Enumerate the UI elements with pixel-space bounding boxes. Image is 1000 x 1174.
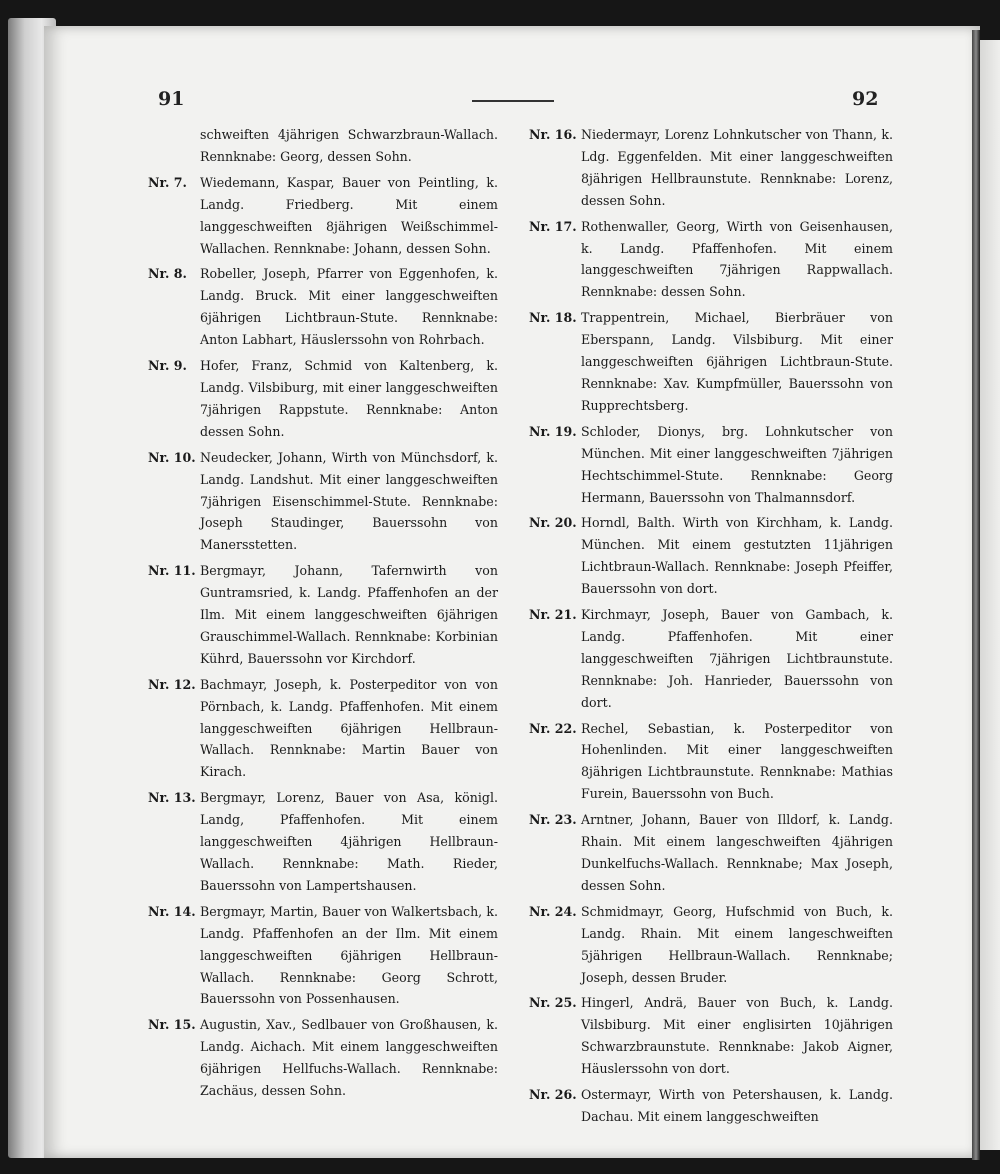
entry-number: Nr. 12.	[148, 676, 196, 692]
entry-number: Nr. 16.	[529, 127, 577, 142]
entry-nr-14	[148, 901, 498, 1011]
entry-text: Hofer, Franz, Schmid von Kaltenberg, k. Landg. Vilsbiburg, mit einer langgeschweiften 7jährigen Rappstute. Rennknabe: Anton dessen Sohn.	[200, 358, 498, 439]
entry-number: Nr. 15.	[148, 1017, 196, 1033]
next-page-edge	[980, 40, 1000, 1150]
entry-number: Nr. 25.	[529, 995, 577, 1011]
entry-number: Nr. 22.	[529, 720, 577, 736]
entry-number: Nr. 21.	[529, 607, 577, 623]
entry-text: Rothenwaller, Georg, Wirth von Geisenhausen, k. Landg. Pfaffenhofen. Mit einem langgeschweiften 7jährigen Rappwallach. Rennknabe: dessen Sohn.	[581, 218, 893, 300]
entry-nr-15	[148, 1014, 498, 1102]
entry-number: Nr. 11.	[148, 563, 196, 579]
entry-number: Nr. 13.	[148, 790, 196, 806]
entry-nr-21	[529, 604, 893, 714]
entry-text: Augustin, Xav., Sedlbauer von Großhausen, k. Landg. Aichach. Mit einem langgeschweiften 6jährigen Hellfuchs-Wallach. Rennknabe: Zachäus, dessen Sohn.	[200, 1017, 498, 1099]
entry-nr-11	[148, 560, 498, 670]
entry-text: Schloder, Dionys, brg. Lohnkutscher von München. Mit einer langgeschweiften 7jährigen Hechtschimmel-Stute. Rennknabe: Georg Hermann, Bauerssohn von Thalmannsdorf.	[581, 423, 893, 505]
entry-text: Schmidmayr, Georg, Hufschmid von Buch, k. Landg. Rhain. Mit einem langeschweiften 5jährigen Hellbraun-Wallach. Rennknabe; Joseph, dessen Bruder.	[581, 903, 893, 985]
entry-text: Horndl, Balth. Wirth von Kirchham, k. Landg. München. Mit einem gestutzten 11jährigen Lichtbraun-Wallach. Rennknabe: Joseph Pfeiffer, Bauerssohn von dort.	[581, 515, 893, 597]
entry-number: Nr. 23.	[529, 812, 577, 828]
entry-nr-22	[529, 718, 893, 806]
left-column	[148, 124, 498, 1102]
entry-text: Trappentrein, Michael, Bierbräuer von Eberspann, Landg. Vilsbiburg. Mit einer langgeschweiften 6jährigen Lichtbraun-Stute. Rennknabe: Xav. Kumpfmüller, Bauerssohn von Rupprechtsberg.	[581, 310, 893, 413]
entry-text: Rechel, Sebastian, k. Posterpeditor von Hohenlinden. Mit einer langgeschweiften 8jährigen Lichtbraunstute. Rennknabe: Mathias Furein, Bauerssohn von Buch.	[581, 720, 893, 802]
entry-nr-26	[529, 1084, 893, 1128]
entry-nr-7	[148, 172, 498, 260]
entry-text: Kirchmayr, Joseph, Bauer von Gambach, k. Landg. Pfaffenhofen. Mit einer langgeschweiften 7jährigen Lichtbraunstute. Rennknabe: Joh. Hanrieder, Bauerssohn von dort.	[581, 607, 893, 710]
continuation-text: schweiften 4jährigen Schwarzbraun-Wallach. Rennknabe: Georg, dessen Sohn.	[200, 127, 498, 164]
entry-nr-17	[529, 216, 893, 304]
entry-nr-23	[529, 809, 893, 897]
page-number-left: 91	[158, 88, 185, 110]
entry-number: Nr. 14.	[148, 903, 196, 919]
entry-number: Nr. 19.	[529, 423, 577, 439]
entry-nr-25	[529, 992, 893, 1080]
entry-text: Bergmayr, Johann, Tafernwirth von Guntramsried, k. Landg. Pfaffenhofen an der Ilm. Mit einem langgeschweiften 6jährigen Grauschimmel-Wallach. Rennknabe: Korbinian Kührd, Bauerssohn vor Kirchdorf.	[200, 563, 498, 666]
entry-nr-16	[529, 124, 893, 212]
entry-text: Bergmayr, Martin, Bauer von Walkertsbach, k. Landg. Pfaffenhofen an der Ilm. Mit einem langgeschweiften 6jährigen Hellbraun-Wallach. Rennknabe: Georg Schrott, Bauerssohn von Possenhausen.	[200, 903, 498, 1007]
page-gutter-edge	[972, 30, 980, 1160]
entry-nr-13	[148, 787, 498, 897]
entry-text: Niedermayr, Lorenz Lohnkutscher von Thann, k. Ldg. Eggenfelden. Mit einer langgeschweiften 8jährigen Hellbraunstute. Rennknabe: Lorenz, dessen Sohn.	[581, 127, 893, 208]
entry-nr-24	[529, 901, 893, 989]
entry-text: Arntner, Johann, Bauer von Illdorf, k. Landg. Rhain. Mit einem langeschweiften 4jährigen Dunkelfuchs-Wallach. Rennknabe; Max Joseph, dessen Sohn.	[581, 812, 893, 893]
entry-number: Nr. 9.	[148, 358, 187, 374]
entry-number: Nr. 20.	[529, 515, 577, 531]
entry-number: Nr. 7.	[148, 174, 187, 190]
entry-nr-10	[148, 447, 498, 557]
entry-text: Hingerl, Andrä, Bauer von Buch, k. Landg. Vilsbiburg. Mit einer englisirten 10jährigen Schwarzbraunstute. Rennknabe: Jakob Aigner, Häuslerssohn von dort.	[581, 995, 893, 1077]
entry-text: Neudecker, Johann, Wirth von Münchsdorf, k. Landg. Landshut. Mit einer langgeschweiften 7jährigen Eisenschimmel-Stute. Rennknabe: Joseph Staudinger, Bauerssohn von Manersstetten.	[200, 449, 498, 553]
entry-nr-9	[148, 355, 498, 443]
entry-nr-19	[529, 421, 893, 509]
entry-nr-18	[529, 307, 893, 417]
entry-number: Nr. 18.	[529, 310, 577, 326]
page-number-right: 92	[852, 88, 879, 110]
entry-nr-12	[148, 674, 498, 784]
entry-nr-20	[529, 512, 893, 600]
entry-number: Nr. 24.	[529, 903, 577, 919]
entry-text: Bergmayr, Lorenz, Bauer von Asa, königl. Landg, Pfaffenhofen. Mit einem langgeschweiften 4jährigen Hellbraun-Wallach. Rennknabe: Math. Rieder, Bauerssohn von Lampertshausen.	[200, 790, 498, 893]
entry-number: Nr. 10.	[148, 449, 196, 465]
entry-number: Nr. 8.	[148, 266, 187, 282]
entry-number: Nr. 17.	[529, 218, 577, 234]
entry-text: Ostermayr, Wirth von Petershausen, k. Landg. Dachau. Mit einem langgeschweiften	[581, 1087, 893, 1124]
entry-nr-8	[148, 263, 498, 351]
entry-text: Robeller, Joseph, Pfarrer von Eggenhofen, k. Landg. Bruck. Mit einer langgeschweiften 6jährigen Lichtbraun-Stute. Rennknabe: Anton Labhart, Häuslerssohn von Rohrbach.	[200, 266, 498, 348]
entry-text: Wiedemann, Kaspar, Bauer von Peintling, k. Landg. Friedberg. Mit einem langgeschweiften 8jährigen Weißschimmel-Wallachen. Rennknabe: Johann, dessen Sohn.	[200, 174, 498, 256]
right-column	[529, 124, 893, 1128]
entry-number: Nr. 26.	[529, 1087, 577, 1103]
header-rule	[472, 100, 554, 102]
entry-text: Bachmayr, Joseph, k. Posterpeditor von von Pörnbach, k. Landg. Pfaffenhofen. Mit einem langgeschweiften 6jährigen Hellbraun-Wallach. Rennknabe: Martin Bauer von Kirach.	[200, 676, 498, 780]
